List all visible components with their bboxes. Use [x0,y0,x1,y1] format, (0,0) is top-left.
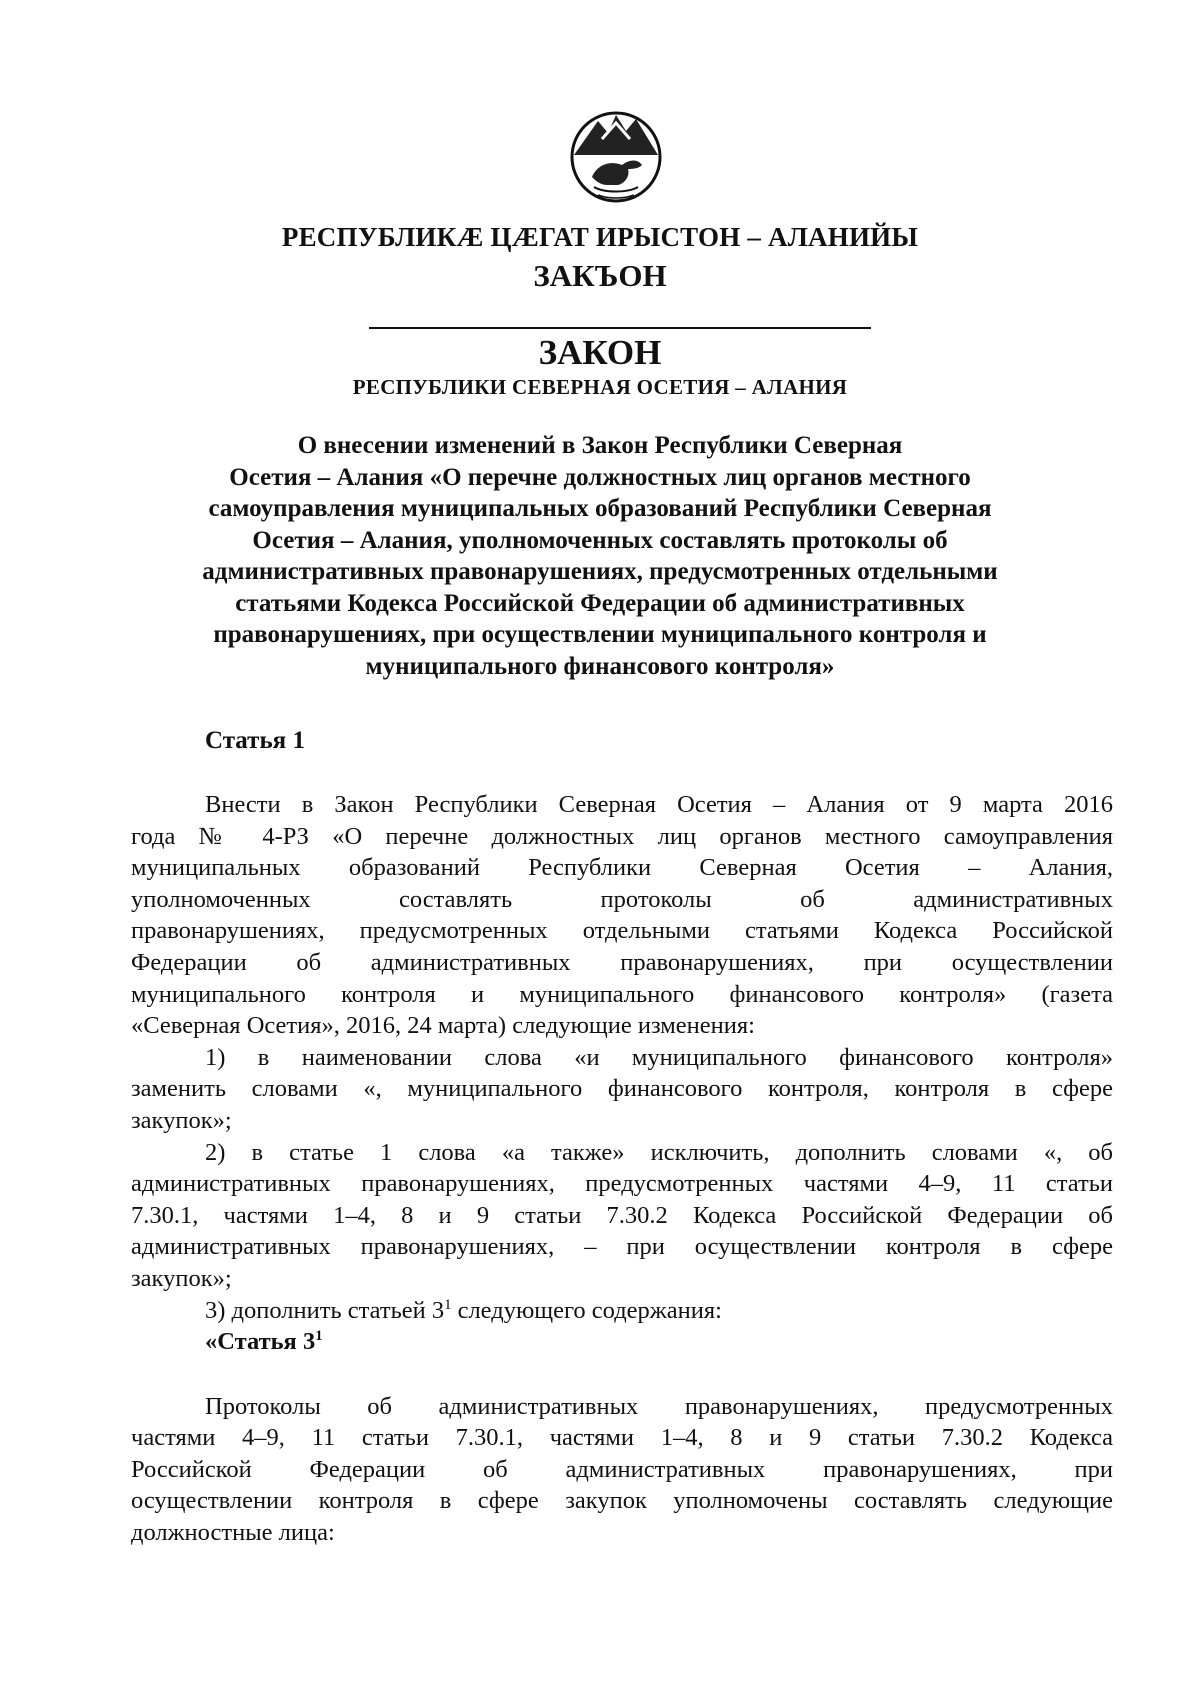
title-line: административных правонарушениях, предусмотренных отдельными [202,558,998,585]
body-line: правонарушениях, предусмотренных отдельными статьями Кодекса Российской [131,917,1113,945]
title-line: Осетия – Алания «О перечне должностных лиц органов местного [229,463,971,491]
item-2-line: административных правонарушениях, – при осуществлении контроля в сфере [131,1233,1113,1261]
body-line: Внести в Закон Республики Северная Осетия – Алания от 9 марта 2016 [205,791,1113,818]
body-line: должностные лица: [131,1519,335,1547]
body-line: года № 4-РЗ «О перечне должностных лиц органов местного самоуправления [131,822,1113,850]
item-2-line: административных правонарушениях, предусмотренных частями 4–9, 11 статьи [131,1170,1113,1198]
item-3-text-end: следующего содержания: [451,1296,722,1324]
item-1-line: 1) в наименовании слова «и муниципального финансового контроля» [205,1043,1113,1071]
body-line: Российской Федерации об административных правонарушениях, при [131,1455,1113,1483]
body-line: муниципального контроля и муниципального финансового контроля» (газета [131,980,1113,1008]
russian-law-heading: ЗАКОН [538,333,662,372]
item-3-line [131,1295,1113,1327]
law-title [150,430,1050,682]
article-1-heading: Статья 1 [205,727,305,754]
body-line: «Северная Осетия», 2016, 24 марта) следующие изменения: [131,1012,755,1040]
superscript: 1 [315,1327,323,1344]
item-3-text: 3) дополнить статьей 3 [205,1296,445,1324]
ossetian-law-heading: ЗАКЪОН [533,258,667,293]
article-3-1-label: «Статья 3 [205,1328,316,1356]
ossetian-republic-heading: РЕСПУБЛИКÆ ЦÆГАТ ИРЫСТОН – АЛАНИЙЫ [281,222,919,252]
item-2-line: 2) в статье 1 слова «а также» исключить, дополнить словами «, об [205,1138,1113,1166]
title-line: статьями Кодекса Российской Федерации об административных [235,589,965,617]
article-1-body [131,789,1113,1549]
superscript: 1 [444,1296,452,1313]
title-line: муниципального финансового контроля» [365,652,835,680]
title-line: самоуправления муниципальных образований Республики Северная [208,495,992,522]
article-3-1-heading [131,1326,1113,1358]
item-2-line: 7.30.1, частями 1–4, 8 и 9 статьи 7.30.2 Кодекса Российской Федерации об [131,1201,1113,1229]
russian-republic-heading: РЕСПУБЛИКИ СЕВЕРНАЯ ОСЕТИЯ – АЛАНИЯ [352,375,848,399]
title-line: Осетия – Алания, уполномоченных составлять протоколы об [252,526,948,554]
body-line: Федерации об административных правонарушениях, при осуществлении [131,948,1113,976]
title-line: правонарушениях, при осуществлении муниципального контроля и [213,621,987,648]
body-line: Протоколы об административных правонарушениях, предусмотренных [205,1392,1113,1420]
body-line: муниципальных образований Республики Северная Осетия – Алания, [131,854,1113,882]
header-divider [369,327,871,329]
body-line: частями 4–9, 11 статьи 7.30.1, частями 1–4, 8 и 9 статьи 7.30.2 Кодекса [131,1424,1113,1452]
item-2-line: закупок»; [131,1264,232,1292]
item-1-line: заменить словами «, муниципального финансового контроля, контроля в сфере [131,1075,1113,1103]
spacer [131,1358,1113,1391]
body-line: уполномоченных составлять протоколы об административных [131,885,1113,913]
body-line: осуществлении контроля в сфере закупок уполномочены составлять следующие [131,1487,1113,1515]
item-1-line: закупок»; [131,1106,232,1134]
title-line: О внесении изменений в Закон Республики Северная [297,432,903,459]
coat-of-arms-emblem [568,103,664,211]
